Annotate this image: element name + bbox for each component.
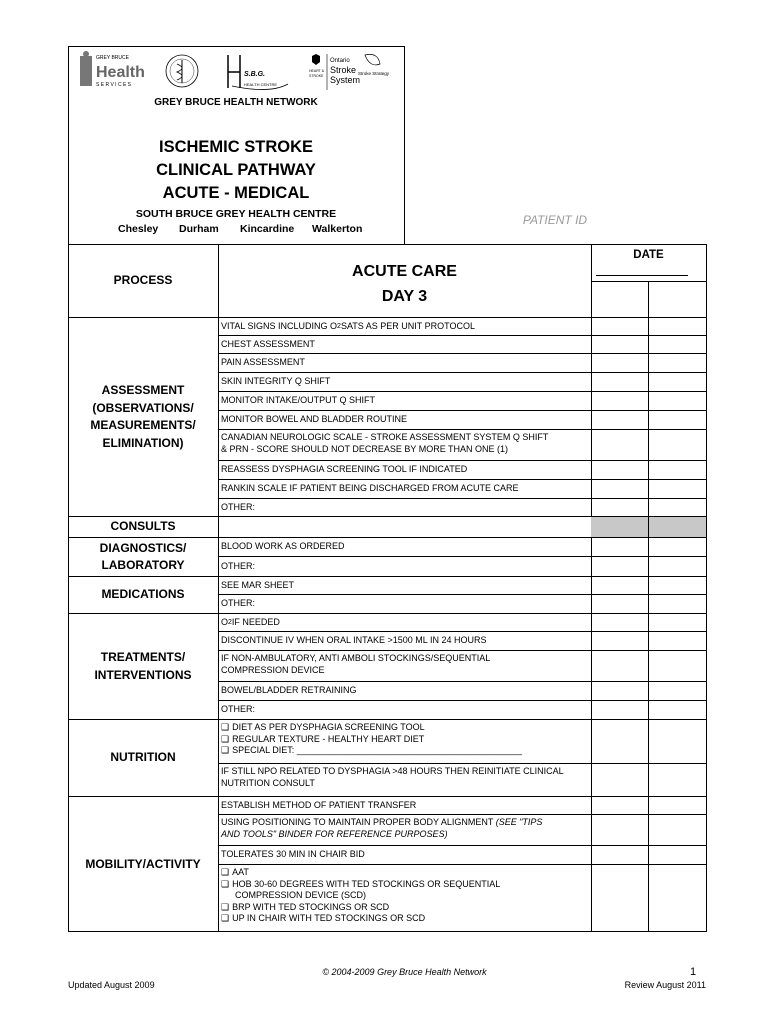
logos-graphic [80,50,390,98]
assessment-line-1: ASSESSMENT [101,383,185,397]
npo-line-2: NUTRITION CONSULT [221,777,315,788]
nonamb-line-1: IF NON-AMBULATORY, ANTI AMBOLI STOCKINGS/SEQUENTIAL [221,653,491,663]
mobility-option-2[interactable] [221,879,500,891]
date-cell-row[interactable] [591,614,706,632]
date-cell-row[interactable] [591,557,706,577]
title-line-1: ISCHEMIC STROKE [158,138,313,156]
health-top-text: GREY BRUCE [96,55,129,61]
positioning-italic-2: AND TOOLS" BINDER FOR REFERENCE PURPOSES) [221,828,448,839]
consults-label: CONSULTS [110,519,176,534]
date-cell-row[interactable] [591,538,706,557]
date-header-line [591,281,707,282]
mobility-option-2-continued: COMPRESSION DEVICE (SCD) [235,890,367,900]
date-cell-row[interactable] [591,480,706,499]
stroke-strategy-logo [358,54,390,76]
row-positioning [218,815,591,846]
section-assessment [68,318,218,517]
review-date: Review August 2011 [624,980,706,990]
acute-care-line-1: ACUTE CARE [352,263,457,280]
row-neuro-scale [218,430,591,461]
diagnostics-line-2: LABORATORY [101,558,185,572]
neuro-line-2: & PRN - SCORE SHOULD NOT DECREASE BY MORE THAN ONE (1) [221,443,509,454]
assessment-line-4: ELIMINATION) [102,435,184,450]
patient-id-label: PATIENT ID [522,213,588,227]
row-npo [218,764,591,797]
pathway-title [68,136,404,205]
date-cell-row[interactable] [591,336,706,354]
date-heading: DATE [633,249,664,261]
row-bowel-bladder: MONITOR BOWEL AND BLADDER ROUTINE [218,411,591,430]
row-assessment-other: OTHER: [218,499,591,517]
date-cell-row[interactable] [591,682,706,701]
nutrition-label: NUTRITION [110,750,176,765]
mobility-option-1[interactable] [221,867,249,879]
vital-text-b: SATS AS PER UNIT PROTOCOL [340,320,475,331]
row-blood-work: BLOOD WORK AS ORDERED [218,538,591,557]
positioning-text: USING POSITIONING TO MAINTAIN PROPER BODY ALIGNMENT [221,817,496,827]
system-text: System [330,75,361,85]
mobility-option-4[interactable] [221,913,425,925]
date-cell-row[interactable] [591,701,706,720]
ontario-stroke-system-logo [327,54,360,90]
health-sub-text: S E R V I C E S [96,82,132,88]
section-medications [68,577,218,614]
grey-bruce-health-logo [80,51,145,88]
row-mar-sheet: SEE MAR SHEET [218,577,591,595]
mobility-option-3[interactable] [221,902,389,914]
checkbox-icon[interactable]: ❑ [221,913,230,923]
date-split-divider-overlay [648,517,649,538]
row-consults-blank [218,517,591,538]
mobility-option-3-label: BRP WITH TED STOCKINGS OR SCD [232,901,390,912]
date-cell-row[interactable] [591,577,706,595]
mobility-option-4-label: UP IN CHAIR WITH TED STOCKINGS OR SCD [232,913,426,923]
diet-option-1[interactable] [221,722,425,734]
date-cell-row[interactable] [591,846,706,865]
row-discontinue-iv: DISCONTINUE IV WHEN ORAL INTAKE >1500 ML IN 24 HOURS [218,632,591,651]
row-dysphagia: REASSESS DYSPHAGIA SCREENING TOOL IF INDICATED [218,461,591,480]
date-cell-row[interactable] [591,797,706,815]
page-number: 1 [690,966,697,978]
section-nutrition [68,720,218,797]
date-cell-row[interactable] [591,411,706,430]
title-line-3: ACUTE - MEDICAL [162,184,310,202]
row-bowel-retraining: BOWEL/BLADDER RETRAINING [218,682,591,701]
town-durham: Durham [179,223,219,235]
acute-care-heading [218,259,591,309]
row-vital-signs: VITAL SIGNS INCLUDING O 2 SATS AS PER UNIT PROTOCOL [218,318,591,336]
row-o2: O 2 IF NEEDED [218,614,591,632]
health-word: Health [96,64,145,81]
treatments-line-2: INTERVENTIONS [94,667,192,682]
acute-care-line-2: DAY 3 [381,288,428,305]
sbg-text: S.B.G. [244,71,266,78]
section-diagnostics [68,538,218,577]
diet-option-3[interactable] [221,745,522,757]
heart-stroke-logo [309,54,325,78]
date-cell-row[interactable] [591,764,706,797]
section-mobility [68,797,218,932]
date-cell-row[interactable] [591,318,706,336]
o2-text-b: IF NEEDED [231,616,280,627]
treatments-line-1: TREATMENTS/ [100,650,186,664]
date-cell-row[interactable] [591,461,706,480]
date-cell-row[interactable] [591,595,706,614]
section-treatments [68,614,218,720]
sbg-sub-text: HEALTH CENTRE [244,82,278,87]
section-consults [68,517,218,538]
heart-text-1: HEART & [309,69,325,73]
updated-date: Updated August 2009 [68,980,155,990]
copyright: © 2004-2009 Grey Bruce Health Network [322,967,487,977]
row-diet [218,720,591,764]
mobility-option-2-label: HOB 30-60 DEGREES WITH TED STOCKINGS OR SEQUENTIAL [232,878,501,889]
date-cell-row[interactable] [591,720,706,764]
checkbox-icon[interactable]: ❑ [221,901,230,912]
sbg-health-centre-logo [228,55,288,90]
row-mobility-options [218,865,591,932]
checkbox-icon[interactable]: ❑ [221,722,230,732]
checkbox-icon[interactable]: ❑ [221,745,230,755]
mobility-label: MOBILITY/ACTIVITY [85,856,201,871]
strategy-text: Stroke Strategy [358,71,390,76]
date-cell-row[interactable] [591,632,706,651]
town-walkerton: Walkerton [312,223,363,235]
assessment-line-2: (OBSERVATIONS/ [92,400,194,415]
row-patient-transfer: ESTABLISH METHOD OF PATIENT TRANSFER [218,797,591,815]
logo-strip [80,50,390,98]
neuro-line-1: CANADIAN NEUROLOGIC SCALE - STROKE ASSESSMENT SYSTEM Q SHIFT [221,432,549,442]
row-tolerates-chair: TOLERATES 30 MIN IN CHAIR BID [218,846,591,865]
nonamb-line-2: COMPRESSION DEVICE [221,664,325,675]
row-treatments-other: OTHER: [218,701,591,720]
diet-option-2[interactable] [221,734,424,746]
mobility-option-1-label: AAT [232,867,249,877]
date-entry-line[interactable] [596,275,688,276]
date-cell-row[interactable] [591,651,706,682]
date-cell-row[interactable] [591,499,706,517]
row-chest-assessment: CHEST ASSESSMENT [218,336,591,354]
row-pain-assessment: PAIN ASSESSMENT [218,354,591,373]
checkbox-icon[interactable]: ❑ [221,733,230,744]
process-heading: PROCESS [113,273,173,287]
row-skin-integrity: SKIN INTEGRITY Q SHIFT [218,373,591,392]
positioning-italic-1: (SEE "TIPS [495,817,543,827]
date-cell-row[interactable] [591,373,706,392]
vital-text-a: VITAL SIGNS INCLUDING O [221,320,338,331]
checkbox-icon[interactable]: ❑ [221,867,230,877]
diet-option-3-label: SPECIAL DIET: _____________________________________________ [232,745,523,755]
checkbox-icon[interactable]: ❑ [221,878,230,889]
town-kincardine: Kincardine [240,223,295,235]
date-cell-row[interactable] [591,392,706,411]
heart-text-2: STROKE [309,74,324,78]
row-medications-other: OTHER: [218,595,591,614]
title-line-2: CLINICAL PATHWAY [156,161,316,179]
date-cell-row[interactable] [591,815,706,846]
town-chesley: Chesley [118,223,159,235]
date-cell-row[interactable] [591,430,706,461]
row-diagnostics-other: OTHER: [218,557,591,577]
diet-option-2-label: REGULAR TEXTURE - HEALTHY HEART DIET [232,733,425,744]
positioning-line-1 [221,817,542,829]
network-name: GREY BRUCE HEALTH NETWORK [154,97,318,108]
row-non-ambulatory [218,651,591,682]
caduceus-seal-logo [166,55,198,87]
diet-option-1-label: DIET AS PER DYSPHAGIA SCREENING TOOL [232,722,425,732]
stroke-text: Stroke [330,65,357,75]
assessment-line-3: MEASUREMENTS/ [90,418,196,432]
row-intake-output: MONITOR INTAKE/OUTPUT Q SHIFT [218,392,591,411]
ontario-text: Ontario [330,58,350,64]
npo-line-1: IF STILL NPO RELATED TO DYSPHAGIA >48 HOURS THEN REINITIATE CLINICAL [221,766,564,776]
medications-label: MEDICATIONS [101,587,185,602]
row-rankin: RANKIN SCALE IF PATIENT BEING DISCHARGED FROM ACUTE CARE [218,480,591,499]
diagnostics-line-1: DIAGNOSTICS/ [99,540,187,555]
o2-text-a: O [221,616,229,627]
health-centre-name: SOUTH BRUCE GREY HEALTH CENTRE [135,208,337,220]
date-cell-row[interactable] [591,354,706,373]
